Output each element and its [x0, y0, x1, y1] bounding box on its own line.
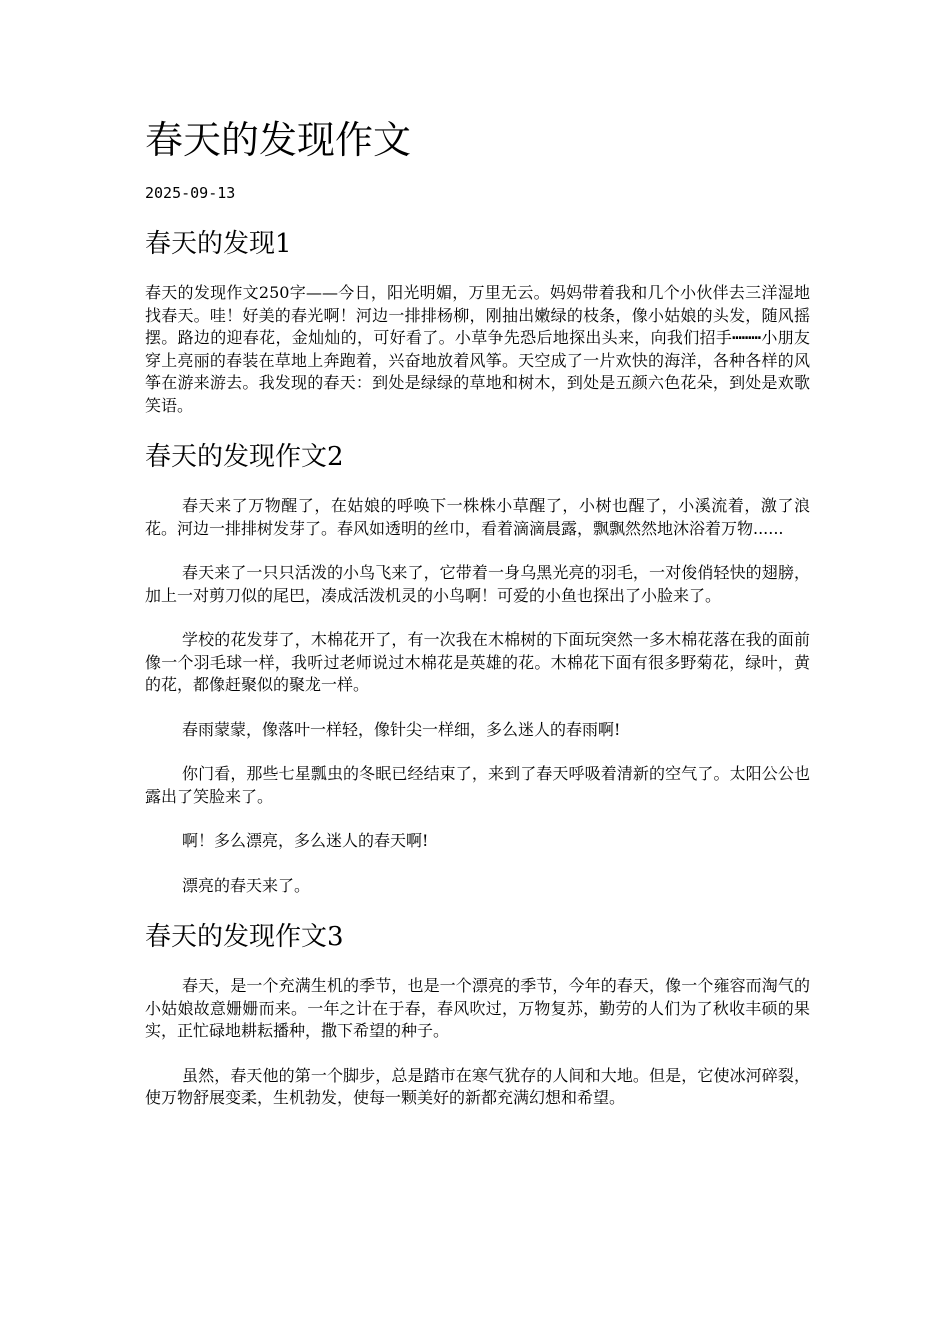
- article-body: [145, 222, 810, 1110]
- section-2-paragraph-5: 你门看，那些七星瓢虫的冬眠已经结束了，来到了春天呼吸着清新的空气了。太阳公公也露出了笑脸来了。: [145, 764, 810, 806]
- section-2-paragraph-6: 啊！多么漂亮，多么迷人的春天啊!: [182, 831, 429, 850]
- section-2-paragraph-1: 春天来了万物醒了，在姑娘的呼唤下一株株小草醒了，小树也醒了，小溪流着，激了浪花。河边一排排树发芽了。春风如透明的丝巾，看着滴滴晨露，飘飘然然地沐浴着万物......: [145, 496, 810, 538]
- section-1-paragraph-1: 春天的发现作文250字——今日，阳光明媚，万里无云。妈妈带着我和几个小伙伴去三洋湿地找春天。哇！好美的春光啊！河边一排排杨柳，刚抽出嫩绿的枝条，像小姑娘的头发，随风摇摆。路边的迎春花，金灿灿的，可好看了。小草争先恐后地探出头来，向我们招手┅┅┅小朋友穿上亮丽的春装在草地上奔跑着，兴奋地放着风筝。天空成了一片欢快的海洋，各种各样的风筝在游来游去。我发现的春天：到处是绿绿的草地和树木，到处是五颜六色花朵，到处是欢歌笑语。: [145, 283, 810, 415]
- section-heading-2: 春天的发现作文2: [145, 442, 344, 472]
- section-2-paragraph-4: 春雨蒙蒙，像落叶一样轻，像针尖一样细，多么迷人的春雨啊!: [182, 719, 621, 739]
- publish-date: 2025-09-13: [145, 184, 236, 202]
- section-3-paragraph-2: 虽然，春天他的第一个脚步，总是踏市在寒气犹存的人间和大地。但是，它使冰河碎裂，使万物舒展变柔，生机勃发，使每一颗美好的新都充满幻想和希望。: [145, 1065, 810, 1107]
- section-2-paragraph-2: 春天来了一只只活泼的小鸟飞来了，它带着一身乌黑光亮的羽毛，一对俊俏轻快的翅膀，加上一对剪刀似的尾巴，凑成活泼机灵的小鸟啊！可爱的小鱼也探出了小脸来了。: [145, 563, 810, 605]
- section-3-paragraph-1: 春天，是一个充满生机的季节，也是一个漂亮的季节，今年的春天，像一个雍容而淘气的小姑娘故意姗姗而来。一年之计在于春，春风吹过，万物复苏，勤劳的人们为了秋收丰硕的果实，正忙碌地耕耘播种，撒下希望的种子。: [145, 976, 810, 1040]
- section-2-paragraph-7: 漂亮的春天来了。: [182, 875, 311, 895]
- section-heading-1: 春天的发现1: [145, 229, 292, 259]
- section-2-paragraph-3: 学校的花发芽了，木棉花开了，有一次我在木棉树的下面玩突然一多木棉花落在我的面前像一个羽毛球一样，我听过老师说过木棉花是英雄的花。木棉花下面有很多野菊花，绿叶，黄的花，都像赶聚似的聚龙一样。: [145, 630, 810, 694]
- document-title: 春天的发现作文: [145, 118, 412, 162]
- section-heading-3: 春天的发现作文3: [145, 922, 344, 952]
